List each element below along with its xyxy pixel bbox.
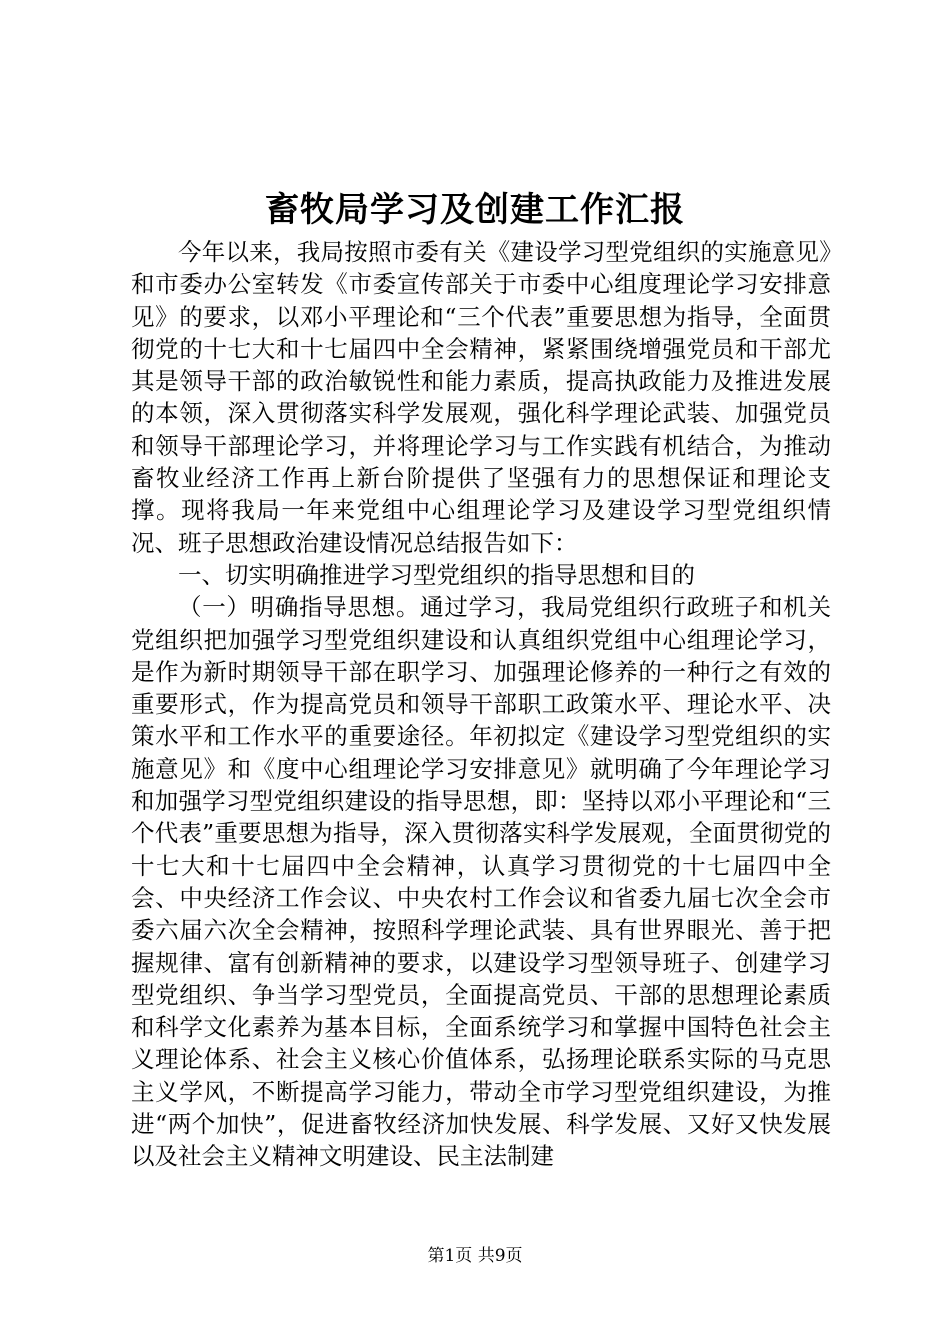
page-number-footer: 第1页 共9页: [427, 1246, 523, 1266]
document-title: 畜牧局学习及创建工作汇报: [265, 190, 685, 230]
section-1-heading: 一、切实明确推进学习型党组织的指导思想和目的: [178, 560, 695, 589]
intro-paragraph: 今年以来，我局按照市委有关《建设学习型党组织的实施意见》和市委办公室转发《市委宣传部关于市委中心组度理论学习安排意见》的要求，以邓小平理论和“三个代表”重要思想为指导，全面贯彻党的十七大和十七届四中全会精神，紧紧围绕增强党员和干部尤其是领导干部的政治敏锐性和能力素质，提高执政能力及推进发展的本领，深入贯彻落实科学发展观，强化科学理论武装、加强党员和领导干部理论学习，并将理论学习与工作实践有机结合，为推动畜牧业经济工作再上新台阶提供了坚强有力的思想保证和理论支撑。现将我局一年来党组中心组理论学习及建设学习型党组织情况、班子思想政治建设情况总结报告如下：: [131, 238, 831, 557]
section-1-1-paragraph: （一）明确指导思想。通过学习，我局党组织行政班子和机关党组织把加强学习型党组织建设和认真组织党组中心组理论学习，是作为新时期领导干部在职学习、加强理论修养的一种行之有效的重要形式，作为提高党员和领导干部职工政策水平、理论水平、决策水平和工作水平的重要途径。年初拟定《建设学习型党组织的实施意见》和《度中心组理论学习安排意见》就明确了今年理论学习和加强学习型党组织建设的指导思想，即：坚持以邓小平理论和“三个代表”重要思想为指导，深入贯彻落实科学发展观，全面贯彻党的十七大和十七届四中全会精神，认真学习贯彻党的十七届四中全会、中央经济工作会议、中央农村工作会议和省委九届七次全会市委六届六次全会精神，按照科学理论武装、具有世界眼光、善于把握规律、富有创新精神的要求，以建设学习型领导班子、创建学习型党组织、争当学习型党员，全面提高党员、干部的思想理论素质和科学文化素养为基本目标，全面系统学习和掌握中国特色社会主义理论体系、社会主义核心价值体系，弘扬理论联系实际的马克思主义学风，不断提高学习能力，带动全市学习型党组织建设，为推进“两个加快”，促进畜牧经济加快发展、科学发展、又好又快发展以及社会主义精神文明建设、民主法制建: [131, 593, 831, 1171]
document-body: [131, 236, 831, 1173]
